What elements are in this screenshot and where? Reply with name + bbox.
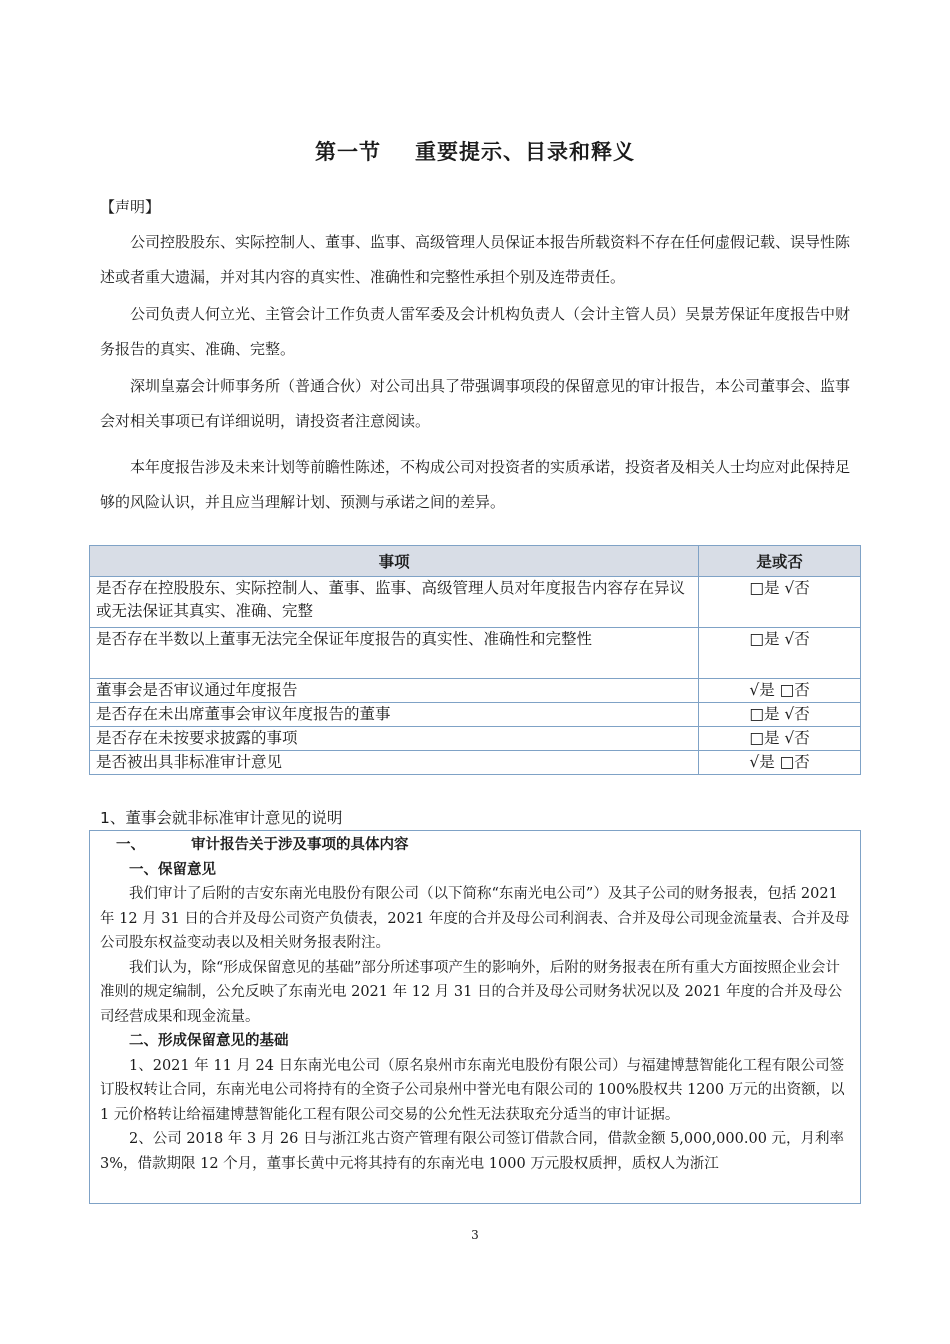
table-cell-answer: □是 √否 <box>699 727 861 751</box>
column-header-answer: 是或否 <box>699 546 861 577</box>
box-paragraph-2: 我们认为，除“形成保留意见的基础”部分所述事项产生的影响外，后附的财务报表在所有重大方面按照企业会计准则的规定编制，公允反映了东南光电 2021 年 12 月 31 日的合并及母公司财务状况以及 2021 年度的合并及母公司经营成果和现金流量。 <box>100 959 843 1025</box>
table-cell-answer: √是 □否 <box>699 751 861 775</box>
page-number: 3 <box>471 1228 479 1242</box>
section-name: 重要提示、目录和释义 <box>415 140 635 164</box>
section-heading: 1、董事会就非标准审计意见的说明 <box>100 809 343 827</box>
table-cell-item: 是否存在未出席董事会审议年度报告的董事 <box>90 703 699 727</box>
table-cell-item: 是否被出具非标准审计意见 <box>90 751 699 775</box>
box-lead-text: 审计报告关于涉及事项的具体内容 <box>191 837 409 853</box>
section-title <box>0 136 950 166</box>
audit-opinion-box <box>89 830 861 1204</box>
table-cell-item: 是否存在控股股东、实际控制人、董事、监事、高级管理人员对年度报告内容存在异议或无法保证其真实、准确、完整 <box>90 577 699 628</box>
statement-paragraph-4: 本年度报告涉及未来计划等前瞻性陈述，不构成公司对投资者的实质承诺，投资者及相关人士均应对此保持足够的风险认识，并且应当理解计划、预测与承诺之间的差异。 <box>100 458 851 511</box>
box-lead-number: 一、 <box>116 837 145 853</box>
table-cell-answer: □是 √否 <box>699 577 861 628</box>
table-header-row <box>90 546 861 577</box>
statement-paragraph-2: 公司负责人何立光、主管会计工作负责人雷军委及会计机构负责人（会计主管人员）吴景芳保证年度报告中财务报告的真实、准确、完整。 <box>100 305 851 358</box>
table-cell-item: 董事会是否审议通过年度报告 <box>90 679 699 703</box>
box-paragraph-3: 1、2021 年 11 月 24 日东南光电公司（原名泉州市东南光电股份有限公司）与福建博慧智能化工程有限公司签订股权转让合同，东南光电公司将持有的全资子公司泉州中誉光电有限公司的 100%股权共 1200 万元的出资额，以 1 元价格转让给福建博慧智能化工程有限公司交易的公允性无法获取充分适当的审计证据。 <box>100 1057 845 1123</box>
table-row <box>90 703 861 727</box>
column-header-item: 事项 <box>90 546 699 577</box>
table-row <box>90 577 861 628</box>
table-cell-item: 是否存在半数以上董事无法完全保证年度报告的真实性、准确性和完整性 <box>90 628 699 679</box>
box-lead-heading <box>100 833 852 858</box>
table-cell-answer: □是 √否 <box>699 703 861 727</box>
table-cell-item: 是否存在未按要求披露的事项 <box>90 727 699 751</box>
box-paragraph-1: 我们审计了后附的吉安东南光电股份有限公司（以下简称“东南光电公司”）及其子公司的财务报表，包括 2021 年 12 月 31 日的合并及母公司资产负债表，2021 年度的合并及母公司利润表、合并及母公司现金流量表、合并及母公司股东权益变动表以及相关财务报表附注。 <box>100 886 850 951</box>
statement-paragraph-3: 深圳皇嘉会计师事务所（普通合伙）对公司出具了带强调事项段的保留意见的审计报告，本公司董事会、监事会对相关事项已有详细说明，请投资者注意阅读。 <box>100 377 851 430</box>
confirmation-table <box>89 545 861 775</box>
table-cell-answer: √是 □否 <box>699 679 861 703</box>
table-row <box>90 679 861 703</box>
table-row <box>90 628 861 679</box>
statement-paragraph-1: 公司控股股东、实际控制人、董事、监事、高级管理人员保证本报告所载资料不存在任何虚假记载、误导性陈述或者重大遗漏，并对其内容的真实性、准确性和完整性承担个别及连带责任。 <box>100 233 851 286</box>
box-paragraph-4: 2、公司 2018 年 3 月 26 日与浙江兆古资产管理有限公司签订借款合同，借款金额 5,000,000.00 元，月利率 3%，借款期限 12 个月，董事长黄中元将其持有的东南光电 1000 万元股权质押，质权人为浙江 <box>100 1131 845 1172</box>
table-row <box>90 751 861 775</box>
qualified-opinion-heading: 一、保留意见 <box>129 861 216 878</box>
table-cell-answer: □是 √否 <box>699 628 861 679</box>
statement-label: 【声明】 <box>100 198 161 216</box>
section-number: 第一节 <box>315 140 381 164</box>
basis-heading: 二、形成保留意见的基础 <box>129 1033 289 1049</box>
table-row <box>90 727 861 751</box>
